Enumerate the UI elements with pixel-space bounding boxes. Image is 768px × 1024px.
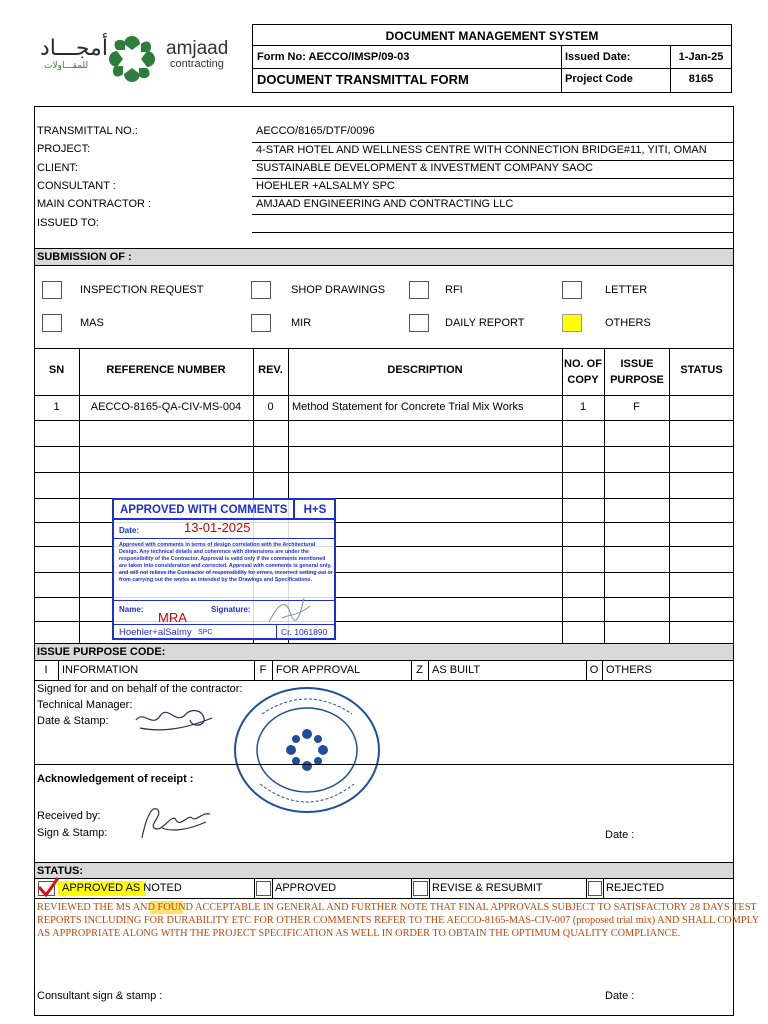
acknowledgement-title: Acknowledgement of receipt : (37, 773, 194, 785)
purpose-code-i: I (44, 664, 48, 676)
purpose-label-for-approval: FOR APPROVAL (276, 664, 361, 676)
status-remark-line1: REVIEWED THE MS AND FOUND ACCEPTABLE IN GENERAL AND FURTHER NOTE THAT FINAL APPROVALS SUBJECT TO SATISFACTORY 28 DAYS TEST (37, 902, 757, 913)
info-label-main-contractor: MAIN CONTRACTOR : (37, 198, 152, 210)
footer-date-label: Date : (605, 990, 635, 1002)
info-value-main-contractor: AMJAAD ENGINEERING AND CONTRACTING LLC (256, 198, 514, 210)
th-reference-number: REFERENCE NUMBER (106, 364, 226, 376)
issued-date-label: Issued Date: (565, 51, 631, 63)
purpose-label-as-built: AS BUILT (432, 664, 481, 676)
label-daily-report: DAILY REPORT (445, 317, 525, 329)
submission-title: SUBMISSION OF : (37, 251, 132, 263)
project-code-value: 8165 (688, 73, 714, 85)
th-description: DESCRIPTION (387, 364, 463, 376)
label-others: OTHERS (605, 317, 651, 329)
system-title: DOCUMENT MANAGEMENT SYSTEM (385, 29, 599, 43)
checkbox-rfi[interactable] (409, 281, 429, 299)
logo-emblem-icon (106, 33, 158, 85)
label-mas: MAS (80, 317, 104, 329)
purpose-code-z: Z (416, 664, 423, 676)
stamp-date-value: 13-01-2025 (184, 520, 251, 535)
purpose-label-others: OTHERS (606, 664, 652, 676)
checkbox-approved[interactable] (256, 881, 271, 896)
label-rfi: RFI (445, 284, 463, 296)
contractor-sign-line3: Date & Stamp: (37, 715, 109, 727)
status-approved: APPROVED (275, 882, 337, 894)
ack-date-label: Date : (605, 829, 635, 841)
check-mark-icon (36, 876, 60, 898)
checkbox-daily-report[interactable] (409, 314, 429, 332)
info-value-consultant: HOEHLER +ALSALMY SPC (256, 180, 395, 192)
stamp-date-label: Date: (119, 526, 140, 535)
form-title: DOCUMENT TRANSMITTAL FORM (257, 72, 469, 87)
cell-issue-purpose: F (633, 401, 640, 413)
th-status: STATUS (680, 364, 723, 376)
cell-rev: 0 (267, 401, 274, 413)
cell-reference-number: AECCO-8165-QA-CIV-MS-004 (90, 401, 242, 413)
logo-brand-sub: contracting (170, 58, 224, 70)
stamp-cr: Cr. 1061890 (281, 627, 328, 637)
stamp-name-label: Name: (119, 605, 144, 614)
consultant-sign-label: Consultant sign & stamp : (37, 990, 163, 1002)
receiver-signature-icon (132, 798, 216, 844)
checkbox-letter[interactable] (562, 281, 582, 299)
status-remark-line3: AS APPROPRIATE ALONG WITH THE PROJECT SPECIFICATION AS WELL IN ORDER TO OBTAIN THE OPTIMUM QUALITY COMPLIANCE. (37, 928, 681, 939)
stamp-name-value: MRA (158, 610, 187, 625)
checkbox-others[interactable] (562, 314, 582, 332)
stamp-title: APPROVED WITH COMMENTS (120, 504, 288, 516)
th-sn: SN (48, 364, 65, 376)
label-shop-drawings: SHOP DRAWINGS (291, 284, 386, 296)
cell-description: Method Statement for Concrete Trial Mix Works (292, 401, 524, 413)
stamp-signature-label: Signature: (211, 605, 251, 614)
stamp-body-text: Approved with comments in terms of design correlation with the Architectural Design. Any technical details and coherence with dimensions are under the responsibility of the Contractor. Approval is valid only if the comments mentioned are taken into consideration and corrected. Approval with comments is general only, and will not relieve the Contractor of responsibility for errors, incorrect setting out or from carrying out the works as intended by the Drawings and Specifications. (119, 542, 333, 583)
sign-stamp-label: Sign & Stamp: (37, 827, 108, 839)
status-title: STATUS: (37, 865, 84, 877)
info-value-project: 4-STAR HOTEL AND WELLNESS CENTRE WITH CONNECTION BRIDGE#11, YITI, OMAN (256, 144, 707, 156)
checkbox-revise-resubmit[interactable] (413, 881, 428, 896)
purpose-code-f: F (259, 664, 267, 676)
info-label-transmittal: TRANSMITTAL NO.: (37, 125, 138, 137)
stamp-company: Hoehler+alSalmy (119, 627, 192, 638)
info-label-issued-to: ISSUED TO: (37, 217, 99, 229)
logo-brand: amjaad (166, 38, 229, 59)
status-revise-resubmit: REVISE & RESUBMIT (432, 882, 543, 894)
th-no-of-copy: NO. OF COPY (564, 358, 602, 386)
label-letter: LETTER (605, 284, 648, 296)
logo-arabic: أمجـــاد (40, 36, 108, 61)
issued-date-value: 1-Jan-25 (678, 51, 724, 63)
checkbox-mir[interactable] (251, 314, 271, 332)
contractor-sign-line1: Signed for and on behalf of the contractor: (37, 683, 243, 695)
label-mir: MIR (291, 317, 312, 329)
checkbox-shop-drawings[interactable] (251, 281, 271, 299)
contractor-sign-line2: Technical Manager: (37, 699, 133, 711)
received-by-label: Received by: (37, 810, 101, 822)
info-label-project: PROJECT: (37, 143, 91, 155)
form-number: Form No: AECCO/IMSP/09-03 (257, 51, 410, 63)
checkbox-inspection-request[interactable] (42, 281, 62, 299)
checkbox-mas[interactable] (42, 314, 62, 332)
cell-sn: 1 (53, 401, 60, 413)
info-value-client: SUSTAINABLE DEVELOPMENT & INVESTMENT COMPANY SAOC (256, 162, 594, 174)
project-code-label: Project Code (565, 73, 633, 85)
stamp-company-suffix: SPC (198, 629, 213, 636)
status-rejected: REJECTED (606, 882, 665, 894)
label-inspection-request: INSPECTION REQUEST (80, 284, 204, 296)
stamp-code: H+S (303, 504, 327, 516)
th-rev: REV. (258, 364, 283, 376)
status-remark-line2: REPORTS INCLUDING FOR DURABILITY ETC FOR OTHER COMMENTS REFER TO THE AECCO-8165-MAS-CIV-007 (proposed trial mix) AND SHALL COMPLY (37, 915, 760, 926)
approval-stamp (112, 498, 336, 640)
issue-purpose-title: ISSUE PURPOSE CODE: (37, 646, 166, 658)
info-label-client: CLIENT: (37, 162, 78, 174)
th-issue-purpose: ISSUE PURPOSE (610, 358, 664, 386)
checkbox-rejected[interactable] (588, 881, 602, 896)
logo-arabic-sub: للمقـــاولات (44, 60, 89, 70)
contractor-signature-icon (130, 698, 220, 740)
info-label-consultant: CONSULTANT : (37, 180, 116, 192)
purpose-label-information: INFORMATION (62, 664, 139, 676)
company-seal-icon (232, 684, 382, 816)
status-approved-as-noted: APPROVED AS NOTED (62, 882, 182, 894)
purpose-code-o: O (589, 664, 599, 676)
info-value-transmittal: AECCO/8165/DTF/0096 (256, 125, 375, 137)
cell-no-of-copy: 1 (579, 401, 587, 413)
